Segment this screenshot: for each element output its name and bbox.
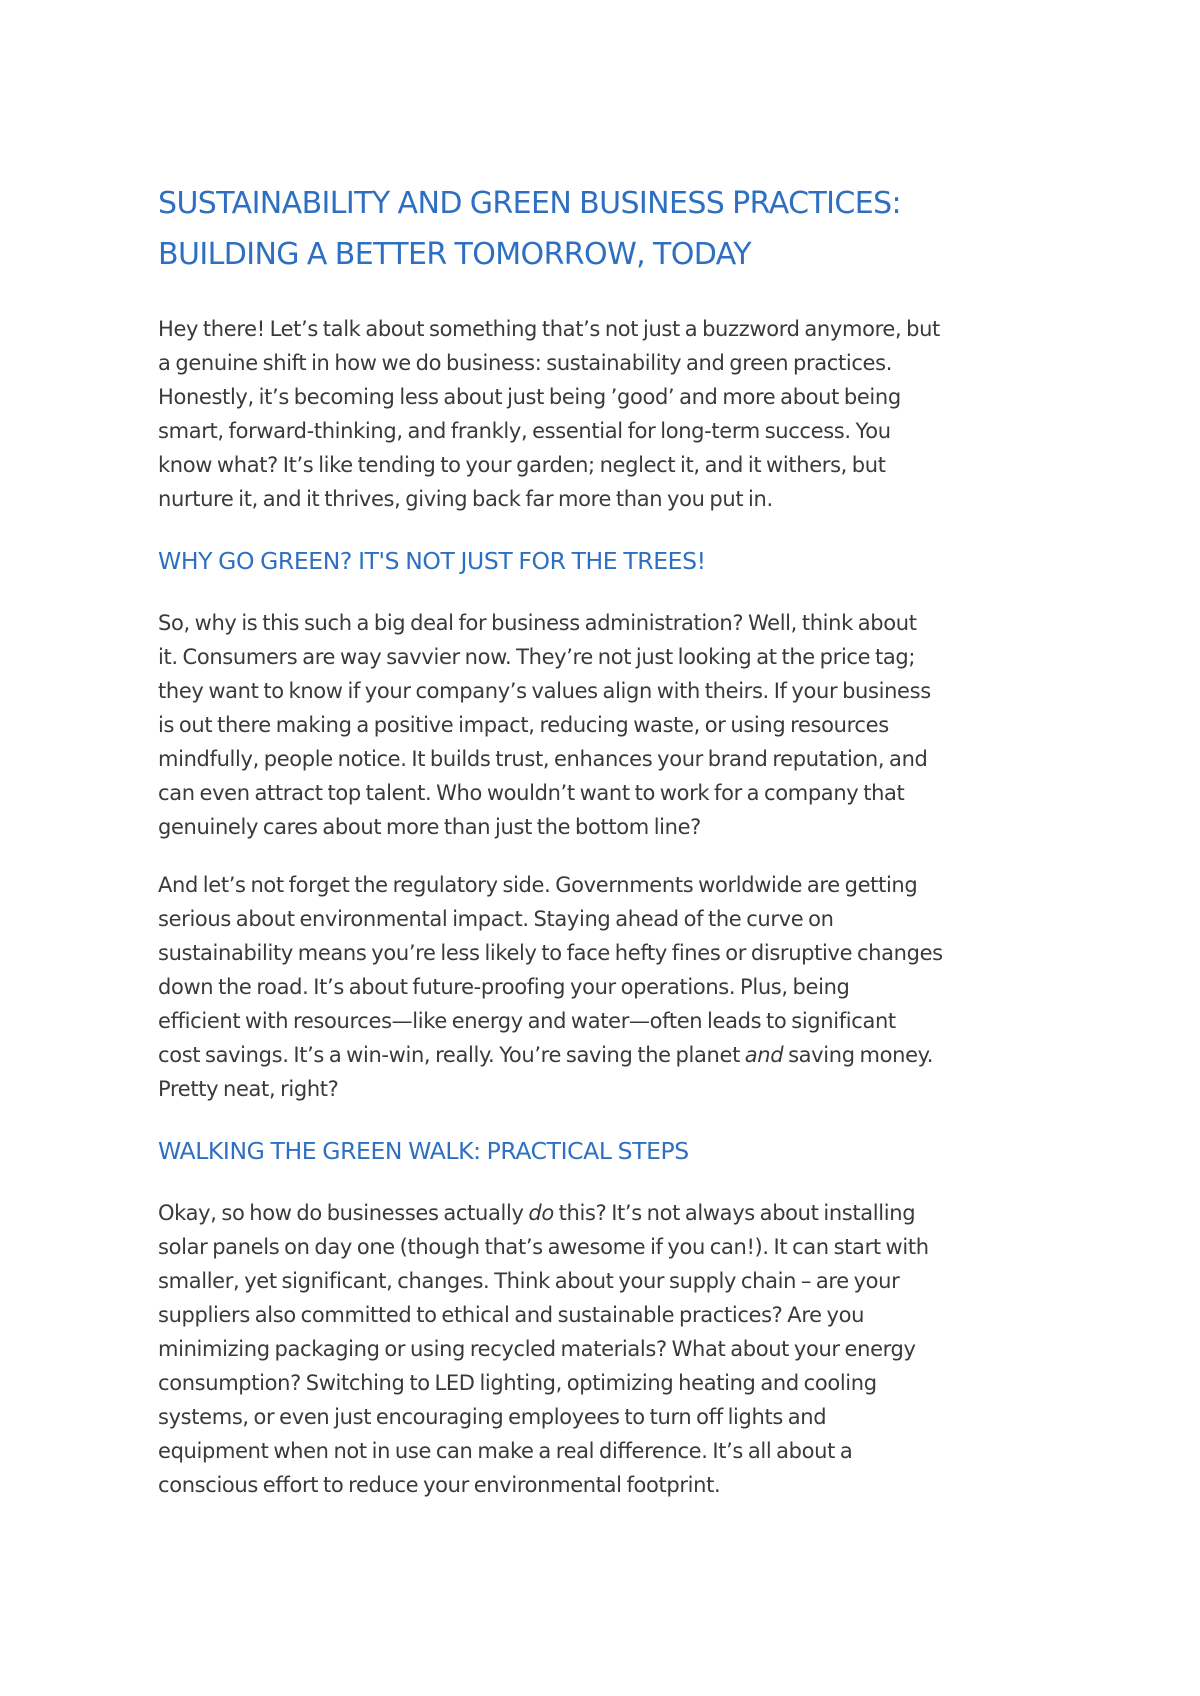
body-paragraph [158,606,1058,844]
text-line: sustainability means you’re less likely to face hefty fines or disruptive changes [158,941,943,965]
text-line: systems, or even just encouraging employees to turn off lights and [158,1405,827,1429]
text-line: And let’s not forget the regulatory side. Governments worldwide are getting [158,873,918,897]
section-heading-practical-steps: WALKING THE GREEN WALK: PRACTICAL STEPS [158,1137,689,1165]
text-line: can even attract top talent. Who wouldn’t want to work for a company that [158,781,905,805]
text-line: nurture it, and it thrives, giving back far more than you put in. [158,487,773,511]
text-line: conscious effort to reduce your environmental footprint. [158,1473,721,1497]
title-line: SUSTAINABILITY AND GREEN BUSINESS PRACTICES: [158,186,902,221]
text-line: So, why is this such a big deal for business administration? Well, think about [158,611,917,635]
text-line: Hey there! Let’s talk about something that’s not just a buzzword anymore, but [158,317,940,341]
emphasis-text: do [528,1201,554,1225]
text-line [158,1196,1058,1230]
emphasis-text: and [744,1043,784,1067]
text-line: minimizing packaging or using recycled materials? What about your energy [158,1337,916,1361]
intro-paragraph [158,312,1058,516]
body-paragraph [158,868,1058,1106]
text-line: solar panels on day one (though that’s awesome if you can!). It can start with [158,1235,929,1259]
text-segment: this? It’s not always about installing [553,1201,916,1225]
text-segment: cost savings. It’s a win-win, really. You’re saving the planet [158,1043,745,1067]
text-line: down the road. It’s about future-proofing your operations. Plus, being [158,975,850,999]
text-line: efficient with resources—like energy and water—often leads to significant [158,1009,896,1033]
body-paragraph [158,1196,1058,1502]
text-line: it. Consumers are way savvier now. They’re not just looking at the price tag; [158,645,916,669]
text-line: mindfully, people notice. It builds trust, enhances your brand reputation, and [158,747,928,771]
text-line: a genuine shift in how we do business: sustainability and green practices. [158,351,893,375]
text-line: is out there making a positive impact, reducing waste, or using resources [158,713,889,737]
title-line: BUILDING A BETTER TOMORROW, TODAY [158,237,752,272]
text-line: equipment when not in use can make a real difference. It’s all about a [158,1439,853,1463]
text-line: genuinely cares about more than just the bottom line? [158,815,701,839]
text-line: they want to know if your company’s values align with theirs. If your business [158,679,931,703]
text-line: smaller, yet significant, changes. Think about your supply chain – are your [158,1269,900,1293]
section-heading-why-go-green: WHY GO GREEN? IT'S NOT JUST FOR THE TREES! [158,547,706,575]
text-line: Pretty neat, right? [158,1077,339,1101]
document-title [158,178,1058,280]
text-line: know what? It’s like tending to your garden; neglect it, and it withers, but [158,453,886,477]
text-line: suppliers also committed to ethical and sustainable practices? Are you [158,1303,865,1327]
text-line: smart, forward-thinking, and frankly, essential for long-term success. You [158,419,891,443]
text-segment: Okay, so how do businesses actually [158,1201,529,1225]
document-page [158,178,1058,1502]
text-line: consumption? Switching to LED lighting, optimizing heating and cooling [158,1371,877,1395]
text-segment: saving money. [783,1043,934,1067]
text-line: Honestly, it’s becoming less about just being ’good’ and more about being [158,385,901,409]
text-line: serious about environmental impact. Staying ahead of the curve on [158,907,834,931]
text-line [158,1038,1058,1072]
